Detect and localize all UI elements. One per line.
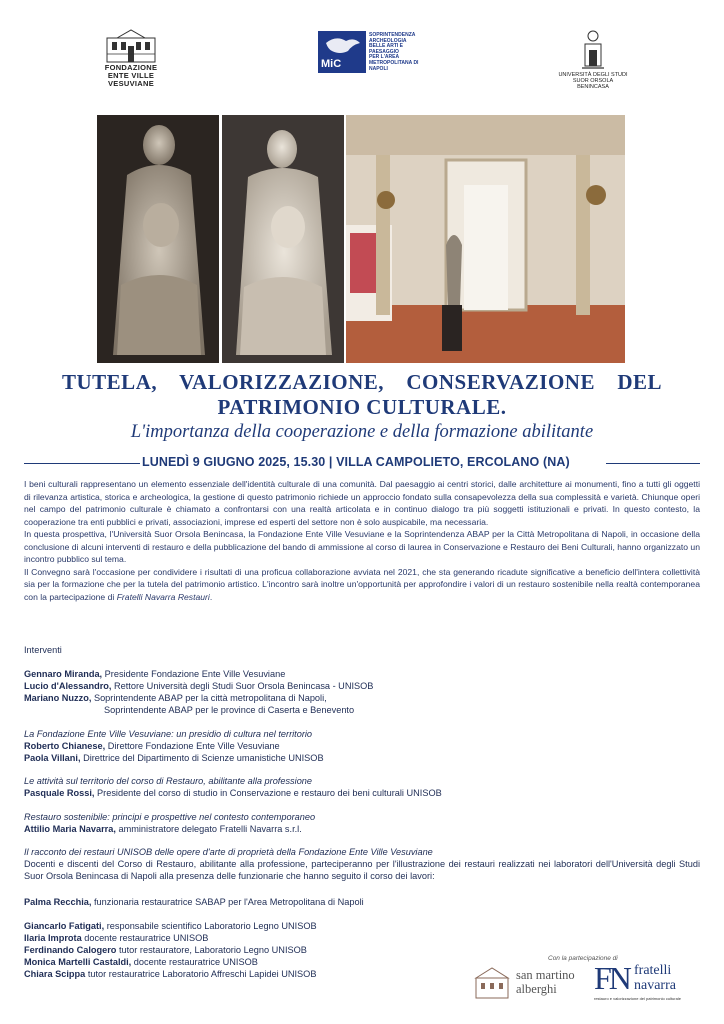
intro-text — [24, 478, 700, 603]
fn-line2: navarra — [634, 978, 676, 993]
speaker-name: Paola Villani, — [24, 753, 81, 763]
fondazione-line1: FONDAZIONE — [104, 63, 158, 72]
fondazione-line2: ENTE VILLE — [107, 71, 155, 80]
fondazione-logo — [98, 28, 164, 88]
speaker-name: Attilio Maria Navarra, — [24, 824, 116, 834]
session-title: Restauro sostenibile: principi e prospettive nel contesto contemporaneo — [24, 812, 316, 822]
speaker-name: Roberto Chianese, — [24, 741, 106, 751]
fondazione-line3: VESUVIANE — [107, 79, 155, 88]
speaker-name: Giancarlo Fatigati, — [24, 921, 105, 931]
event-date-banner — [24, 455, 700, 473]
speaker-row — [24, 932, 317, 944]
unisob-line2: SUOR ORSOLA — [572, 78, 614, 84]
session-title: La Fondazione Ente Ville Vesuviane: un presidio di cultura nel territorio — [24, 729, 313, 739]
sop-line: METROPOLITANA DI — [369, 59, 419, 66]
speaker-role: Direttore Fondazione Ente Ville Vesuviane — [105, 741, 280, 751]
mic-label: MiC — [321, 58, 342, 70]
speakers-block-7 — [24, 920, 317, 980]
speaker-name: Palma Recchia, — [24, 897, 92, 907]
speaker-row — [24, 968, 317, 980]
san-martino-logo — [472, 962, 592, 1002]
speakers-block-1 — [24, 668, 373, 716]
speaker-role: Soprintendente ABAP per la città metropolitana di Napoli, — [91, 693, 327, 703]
fn-mark: FN — [594, 960, 629, 996]
speaker-name: Pasquale Rossi, — [24, 788, 95, 798]
page-title-line1: TUTELA, VALORIZZAZIONE, CONSERVAZIONE DEL — [62, 370, 662, 394]
villa-sketch-icon — [472, 964, 512, 1000]
speaker-role: Direttrice del Dipartimento di Scienze umanistiche UNISOB — [80, 753, 324, 763]
speaker-role-continued: Soprintendente ABAP per le province di Caserta e Benevento — [104, 705, 355, 715]
speaker-name: Lucio d'Alessandro, — [24, 681, 112, 691]
fn-tagline: restauro e valorizzazione del patrimonio culturale — [594, 996, 681, 1001]
sop-line: ARCHEOLOGIA — [369, 37, 407, 44]
intro-paragraph-2: In questa prospettiva, l'Università Suor Orsola Benincasa, la Fondazione Ente Ville Vesuviane e la Soprintendenza ABAP per la Città Metropolitana di Napoli, in occasione della conclusione di alcuni interventi di restauro e della pubblicazione del bando di ammissione al corso di laurea in Conservazione e Restauro dei Beni Culturali, hanno organizzato un incontro pubblico sul tema. — [24, 529, 700, 564]
fratelli-navarra-logo — [594, 960, 704, 1004]
page-title-line2: PATRIMONIO CULTURALE. — [217, 395, 507, 419]
sop-line: PAESAGGIO — [369, 48, 399, 55]
unisob-line1: UNIVERSITÀ DEGLI STUDI — [558, 72, 628, 78]
sop-line: BELLE ARTI E — [369, 43, 403, 50]
speakers-block-2 — [24, 728, 324, 764]
speaker-role: docente restauratrice UNISOB — [131, 957, 258, 967]
event-date-text: LUNEDÌ 9 GIUGNO 2025, 15.30 | VILLA CAMPOLIETO, ERCOLANO (NA) — [142, 455, 570, 469]
speaker-name: Monica Martelli Castaldi, — [24, 957, 132, 967]
san-martino-line2: alberghi — [516, 982, 557, 996]
speaker-name: Ferdinando Calogero — [24, 945, 117, 955]
intro-p3-text: Il Convegno sarà l'occasione per condividere i risultati di una proficua collaborazione avviata nel 2021, che sta generando ricadute significative a beneficio dell'intera collettività sia per la formazione che per la tutela del patrimonio artistico. L'incontro sarà inoltre un'opportunità per approfondire i valori di un restauro sostenibile nella realtà contemporanea con la partecipazione di — [24, 566, 700, 602]
speaker-role: Presidente del corso di studio in Conservazione e restauro dei beni culturali UNISOB — [94, 788, 442, 798]
speaker-role: responsabile scientifico Laboratorio Legno UNISOB — [104, 921, 317, 931]
speaker-role: tutor restauratrice Laboratorio Affreschi Lapidei UNISOB — [85, 969, 317, 979]
speaker-name: Chiara Scippa — [24, 969, 86, 979]
speaker-role: tutor restauratore, Laboratorio Legno UNISOB — [116, 945, 307, 955]
divider-right — [606, 463, 700, 464]
speaker-name: Mariano Nuzzo, — [24, 693, 92, 703]
speaker-role: Rettore Università degli Studi Suor Orsola Benincasa - UNISOB — [111, 681, 374, 691]
speaker-role: funzionaria restauratrice SABAP per l'Area Metropolitana di Napoli — [91, 897, 364, 907]
speaker-name: Ilaria Improta — [24, 933, 82, 943]
speaker-role: docente restauratrice UNISOB — [81, 933, 209, 943]
speakers-block-5 — [24, 846, 700, 882]
intro-paragraph-3 — [24, 566, 700, 604]
sop-line: PER L'AREA — [369, 54, 400, 61]
villa-interior-photo — [346, 115, 625, 363]
speaker-row — [24, 956, 317, 968]
speaker-name: Gennaro Miranda, — [24, 669, 103, 679]
session-title: Il racconto dei restauri UNISOB delle opere d'arte di proprietà della Fondazione Ente Ville Vesuviane — [24, 847, 433, 857]
speaker-row — [24, 692, 373, 704]
speakers-block-6 — [24, 896, 364, 908]
speakers-block-4 — [24, 811, 315, 835]
intro-p3-end: . — [209, 591, 213, 602]
speaker-row — [24, 680, 373, 692]
villa-facade-icon — [103, 28, 159, 64]
university-emblem-icon — [578, 28, 608, 72]
madonna-statue-photo-2 — [222, 115, 344, 363]
speaker-row — [24, 668, 373, 680]
divider-left — [24, 463, 140, 464]
interventi-heading: Interventi — [24, 645, 62, 655]
speaker-row — [24, 920, 317, 932]
sop-line: SOPRINTENDENZA — [369, 32, 416, 38]
sponsors-label: Con la partecipazione di — [548, 955, 618, 962]
speaker-row — [24, 752, 324, 764]
speakers-block-3 — [24, 775, 442, 799]
speaker-row — [24, 823, 315, 835]
intro-paragraph-1: I beni culturali rappresentano un elemento essenziale dell'identità culturale di una comunità. Dal paesaggio ai centri storici, dalle architetture ai monumenti, fino a tutti gli oggetti di rilevanza artistica, storica e archeologica, la gestione di questo patrimonio richiede un approccio fondato sulla consapevolezza della sua complessità e varietà. Chiunque operi nel campo del patrimonio culturale è chiamato a confrontarsi con una realtà articolata e in continuo dialogo tra più soggetti istituzionali e privati. In questo contesto, la cooperazione tra enti pubblici e privati, associazioni, imprese ed esperti del settore non è solo auspicabile, ma necessaria. — [24, 479, 700, 527]
san-martino-line1: san martino — [516, 968, 575, 982]
sop-line: NAPOLI — [369, 65, 388, 72]
speaker-role: Presidente Fondazione Ente Ville Vesuviane — [102, 669, 286, 679]
speaker-row — [24, 740, 324, 752]
speaker-row — [24, 787, 442, 799]
speaker-role: amministratore delegato Fratelli Navarra s.r.l. — [115, 824, 302, 834]
session-title: Le attività sul territorio del corso di Restauro, abilitante alla professione — [24, 776, 313, 786]
intro-p3-company: Fratelli Navarra Restauri — [116, 591, 210, 602]
page-subtitle: L'importanza della cooperazione e della formazione abilitante — [130, 422, 594, 442]
unisob-line3: BENINCASA — [577, 84, 609, 90]
madonna-statue-photo-1 — [97, 115, 219, 363]
session-description: Docenti e discenti del Corso di Restauro, abilitante alla professione, parteciperanno per l'illustrazione dei restauri realizzati nei laboratori dell'Università degli Studi Suor Orsola Benincasa di Napoli alla presenza delle funzionarie che hanno seguito il corso dei lavori: — [24, 859, 700, 881]
fn-line1: fratelli — [634, 963, 672, 978]
speaker-row — [24, 896, 364, 908]
soprintendenza-text — [369, 33, 429, 72]
unisob-logo — [552, 28, 634, 90]
speaker-row — [24, 944, 317, 956]
